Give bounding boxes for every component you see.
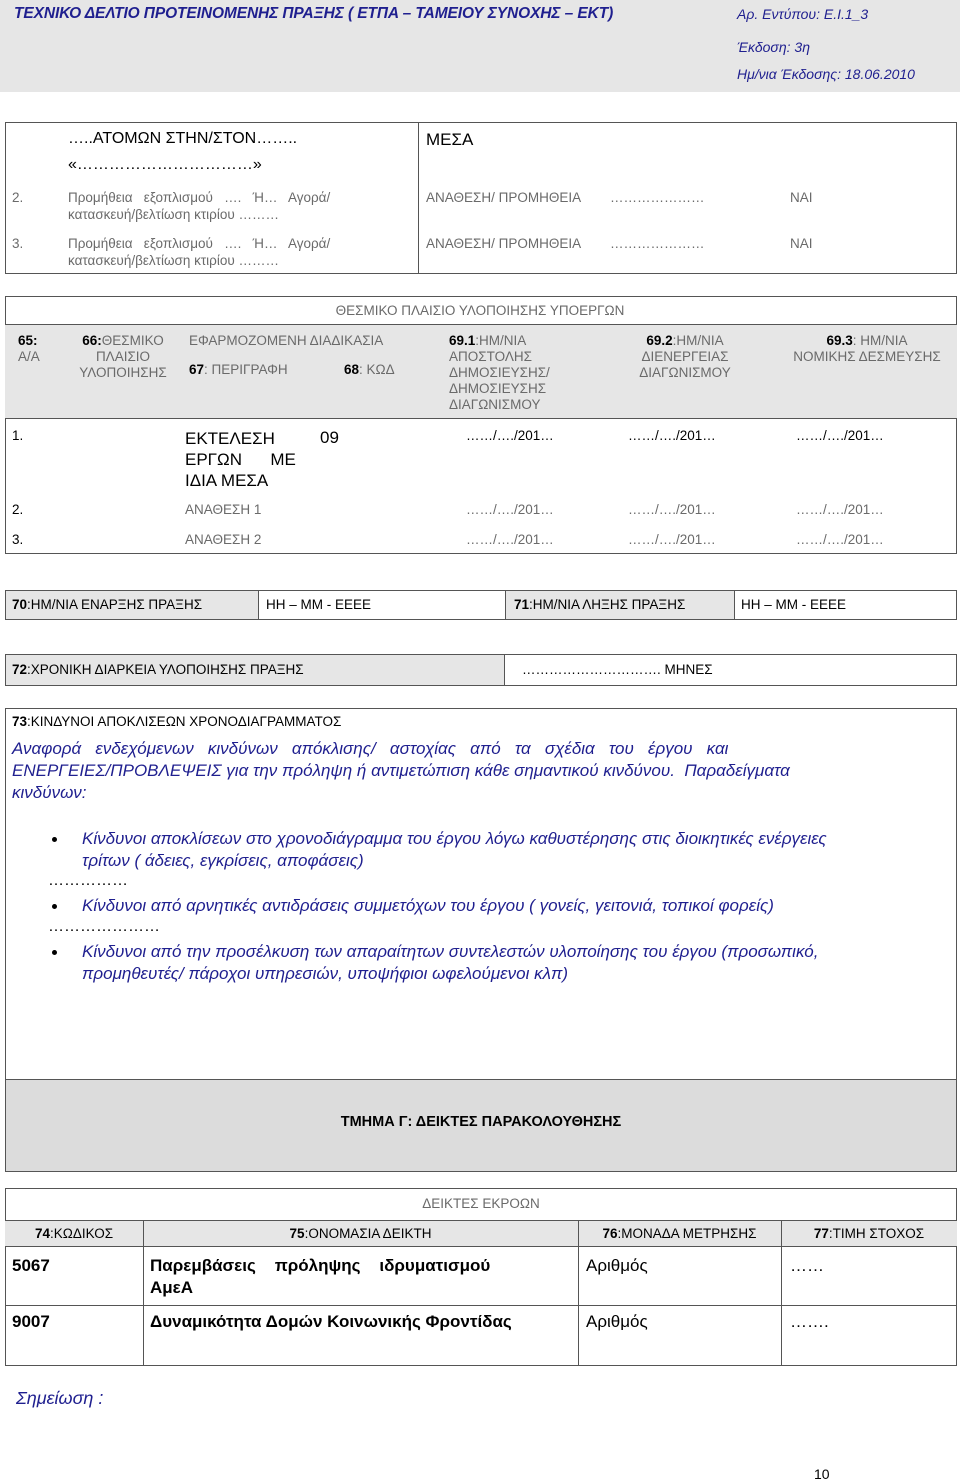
indicators-title: ΔΕΙΚΤΕΣ ΕΚΡΟΩΝ <box>422 1196 540 1211</box>
row-divider <box>5 1305 957 1306</box>
col-75-header: 75:ΟΝΟΜΑΣΙΑ ΔΕΙΚΤΗ <box>289 1226 432 1241</box>
form-number: Αρ. Εντύπου: Ε.Ι.1_3 <box>737 6 869 22</box>
indicator-name-cont: ΑμεΑ <box>150 1278 194 1297</box>
col-divider <box>143 1220 144 1366</box>
note-label: Σημείωση : <box>16 1388 104 1408</box>
row-yes: ΝΑΙ <box>790 236 813 251</box>
col-67-header: 67: ΠΕΡΙΓΡΑΦΗ <box>189 362 288 377</box>
start-date-label: 70:ΗΜ/ΝΙΑ ΕΝΑΡΞΗΣ ΠΡΑΞΗΣ <box>12 597 203 612</box>
risk-item-cont: τρίτων ( άδειες, εγκρίσεις, αποφάσεις) <box>82 851 364 870</box>
col-77-header: 77:ΤΙΜΗ ΣΤΟΧΟΣ <box>813 1226 925 1241</box>
row-code: 09 <box>320 428 339 447</box>
row-number: 2. <box>12 190 24 205</box>
table-divider <box>418 122 419 274</box>
indicator-code: 9007 <box>12 1312 50 1331</box>
row-date-tender: ……/…./201… <box>628 428 716 443</box>
row-date-publication: ……/…./201… <box>466 532 554 547</box>
indicator-unit: Αριθμός <box>586 1312 648 1331</box>
risk-dots: ………………… <box>48 918 160 935</box>
col-69-1-header: 69.1:ΗΜ/ΝΙΑ ΑΠΟΣΤΟΛΗΣ ΔΗΜΟΣΙΕΥΣΗΣ/ ΔΗΜΟΣΙΕΥΣΗΣ ΔΙΑΓΩΝΙΣΜΟΥ <box>449 333 550 412</box>
risk-item: Κίνδυνοι από την προσέλκυση των απαραίτητων συντελεστών υλοποίησης του έργου (προσωπικό, <box>82 942 819 961</box>
col-divider <box>578 1220 579 1366</box>
risk-item: Κίνδυνοι από αρνητικές αντιδράσεις συμμετόχων του έργου ( γονείς, γειτονιά, τοπικοί φορείς) <box>82 896 774 915</box>
row-date-publication: ……/…./201… <box>466 502 554 517</box>
risks-intro-line: Αναφορά ενδεχόμενων κινδύνων απόκλισης/ αστοχίας από τα σχέδια του έργου και <box>12 739 729 758</box>
indicator-unit: Αριθμός <box>586 1256 648 1275</box>
start-date-value: ΗΗ – ΜΜ - ΕΕΕΕ <box>266 597 372 612</box>
section-title: ΤΜΗΜΑ Γ: ΔΕΙΚΤΕΣ ΠΑΡΑΚΟΛΟΥΘΗΣΗΣ <box>340 1114 622 1130</box>
col-68-header: 68: ΚΩΔ <box>344 362 395 377</box>
document-title: ΤΕΧΝΙΚΟ ΔΕΛΤΙΟ ΠΡΟΤΕΙΝΟΜΕΝΗΣ ΠΡΑΞΗΣ ( ΕΤΠΑ – ΤΑΜΕΙΟΥ ΣΥΝΟΧΗΣ – ΕΚΤ) <box>14 5 614 22</box>
row-description: ΑΝΑΘΕΣΗ 2 <box>185 532 262 547</box>
edition-date: Ημ/νια Έκδοσης: 18.06.2010 <box>737 66 915 82</box>
row-date-commitment: ……/…./201… <box>796 532 884 547</box>
risks-intro-line: κινδύνων: <box>12 783 87 802</box>
indicator-name: Παρεμβάσεις πρόληψης ιδρυματισμού <box>150 1256 491 1275</box>
table-cell: «……………………………» <box>68 156 262 173</box>
row-number: 3. <box>12 532 24 547</box>
col-divider <box>781 1220 782 1366</box>
row-description: Προμήθεια εξοπλισμού …. Ή… Αγορά/ <box>68 190 331 205</box>
indicators-table <box>5 1188 957 1366</box>
row-number: 2. <box>12 502 24 517</box>
col-65-label: Α/Α <box>18 349 40 364</box>
bullet-icon <box>52 904 57 909</box>
indicator-code: 5067 <box>12 1256 50 1275</box>
bullet-icon <box>52 950 57 955</box>
row-description: ΕΚΤΕΛΕΣΗ ΕΡΓΩΝ ΜΕ ΙΔΙΑ ΜΕΣΑ <box>185 429 296 490</box>
row-description: Προμήθεια εξοπλισμού …. Ή… Αγορά/ <box>68 236 331 251</box>
col-69-2-header: 69.2:ΗΜ/ΝΙΑ ΔΙΕΝΕΡΓΕΙΑΣ ΔΙΑΓΩΝΙΣΜΟΥ <box>639 333 731 380</box>
col-69-3-header: 69.3: ΗΜ/ΝΙΑ ΝΟΜΙΚΗΣ ΔΕΣΜΕΥΣΗΣ <box>793 333 941 364</box>
row-procedure: ΑΝΑΘΕΣΗ/ ΠΡΟΜΗΘΕΙΑ <box>426 190 582 205</box>
row-dots: ………………… <box>610 190 705 205</box>
row-date-commitment: ……/…./201… <box>796 428 884 443</box>
framework-title: ΘΕΣΜΙΚΟ ΠΛΑΙΣΙΟ ΥΛΟΠΟΙΗΣΗΣ ΥΠΟΕΡΓΩΝ <box>335 303 625 318</box>
row-description: ΑΝΑΘΕΣΗ 1 <box>185 502 262 517</box>
indicator-target: …… <box>790 1256 824 1275</box>
col-procedure-header: ΕΦΑΡΜΟΖΟΜΕΝΗ ΔΙΑΔΙΚΑΣΙΑ <box>189 333 384 348</box>
col-65-number: 65: <box>18 333 38 348</box>
row-description: κατασκευή/βελτίωση κτιρίου ……… <box>68 207 279 222</box>
row-description: κατασκευή/βελτίωση κτιρίου ……… <box>68 253 279 268</box>
risks-title: 73:ΚΙΝΔΥΝΟΙ ΑΠΟΚΛΙΣΕΩΝ ΧΡΟΝΟΔΙΑΓΡΑΜΜΑΤΟΣ <box>12 714 342 729</box>
duration-label: 72:ΧΡΟΝΙΚΗ ΔΙΑΡΚΕΙΑ ΥΛΟΠΟΙΗΣΗΣ ΠΡΑΞΗΣ <box>12 662 304 677</box>
table-row: …..ΑΤΟΜΩΝ ΣΤΗΝ/ΣΤΟΝ…….. <box>68 130 298 147</box>
risks-intro-line: ΕΝΕΡΓΕΙΕΣ/ΠΡΟΒΛΕΨΕΙΣ για την πρόληψη ή αντιμετώπιση κάθε σημαντικού κινδύνου. Παραδείγματα <box>12 761 790 780</box>
end-date-label: 71:ΗΜ/ΝΙΑ ΛΗΞΗΣ ΠΡΑΞΗΣ <box>514 597 686 612</box>
row-number: 3. <box>12 236 24 251</box>
row-number: 1. <box>12 428 24 443</box>
indicator-name: Δυναμικότητα Δομών Κοινωνικής Φροντίδας <box>150 1312 512 1331</box>
page-number: 10 <box>814 1466 830 1482</box>
row-date-commitment: ……/…./201… <box>796 502 884 517</box>
row-dots: ………………… <box>610 236 705 251</box>
row-date-publication: ……/…./201… <box>466 428 554 443</box>
edition: Έκδοση: 3η <box>737 39 810 55</box>
table-cell: ΜΕΣΑ <box>426 130 474 149</box>
row-procedure: ΑΝΑΘΕΣΗ/ ΠΡΟΜΗΘΕΙΑ <box>426 236 582 251</box>
col-74-header: 74:ΚΩΔΙΚΟΣ <box>34 1226 114 1241</box>
col-66-header: 66:ΘΕΣΜΙΚΟ ΠΛΑΙΣΙΟ ΥΛΟΠΟΙΗΣΗΣ <box>79 333 167 380</box>
risk-dots: …………… <box>48 872 128 889</box>
bullet-icon <box>52 837 57 842</box>
row-date-tender: ……/…./201… <box>628 502 716 517</box>
row-date-tender: ……/…./201… <box>628 532 716 547</box>
end-date-value: ΗΗ – ΜΜ - ΕΕΕΕ <box>741 597 847 612</box>
row-yes: ΝΑΙ <box>790 190 813 205</box>
indicator-target: ……. <box>790 1312 829 1331</box>
risk-item: Κίνδυνοι αποκλίσεων στο χρονοδιάγραμμα του έργου λόγω καθυστέρησης στις διοικητικές ενέργειες <box>82 829 827 848</box>
duration-value: …………………………. ΜΗΝΕΣ <box>522 662 713 677</box>
risk-item-cont: προμηθευτές/ πάροχοι υπηρεσιών, υποψήφιοι ωφελούμενοι κλπ) <box>82 964 569 983</box>
col-76-header: 76:ΜΟΝΑΔΑ ΜΕΤΡΗΣΗΣ <box>602 1226 757 1241</box>
